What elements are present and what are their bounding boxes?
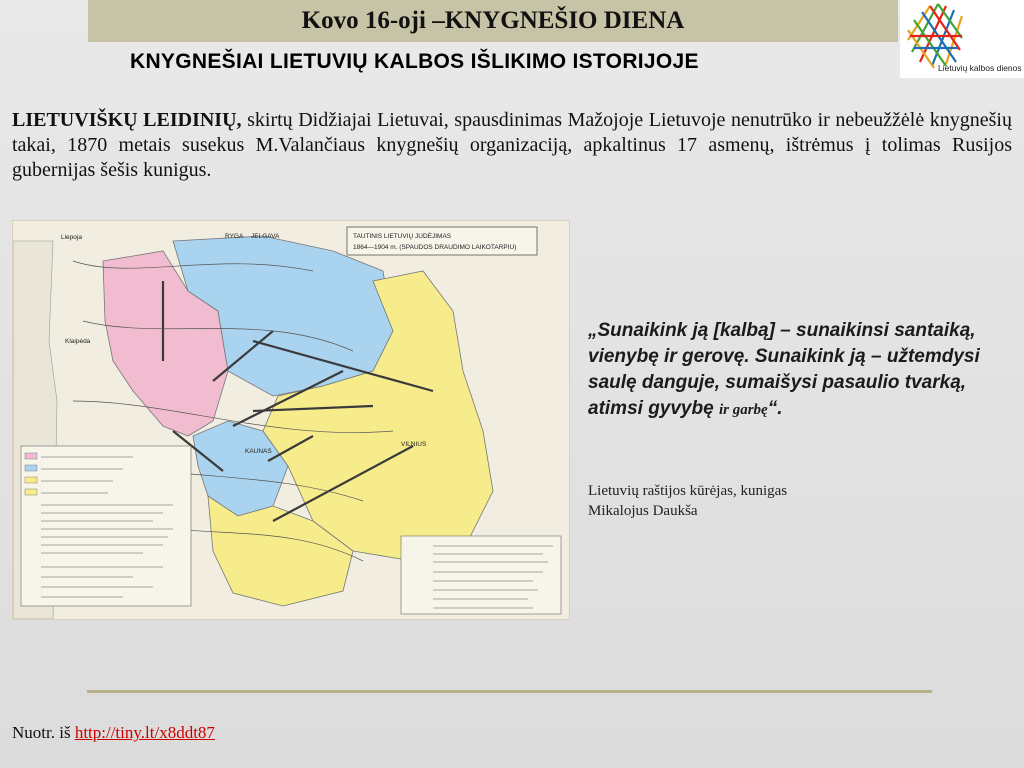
attribution-line-1: Lietuvių raštijos kūrėjas, kunigas xyxy=(588,483,788,499)
map-city-label: Liepoja xyxy=(61,234,82,241)
divider xyxy=(87,690,932,693)
quote-end: “. xyxy=(767,398,783,419)
source-link[interactable]: http://tiny.lt/x8ddt87 xyxy=(74,723,215,742)
map-city-label: JELGAVA xyxy=(251,233,280,240)
quote-attribution xyxy=(588,481,988,521)
map-city-label: KAUNAS xyxy=(245,448,272,455)
historical-map xyxy=(12,220,570,620)
map-city-label: RYGA xyxy=(225,233,244,240)
map-title-line1: TAUTINIS LIETUVIŲ JUDĖJIMAS xyxy=(353,233,452,240)
map-city-label: Klaipėda xyxy=(65,338,91,345)
quote-small-text: ir garbę xyxy=(718,402,768,418)
map-legend-right xyxy=(401,536,561,614)
intro-paragraph xyxy=(12,108,1012,183)
map-title-line2: 1864—1904 m. (SPAUDOS DRAUDIMO LAIKOTARPIU) xyxy=(353,244,517,251)
quote-text: „Sunaikink ją [kalbą] – sunaikinsi santaiką, vienybę ir gerovę. Sunaikink ją – užtemdysi saulę danguje, sumaišysi pasaulio tvarką, atimsi gyvybę xyxy=(588,320,980,419)
attribution-line-2: Mikalojus Daukša xyxy=(588,503,698,519)
quote-block xyxy=(588,318,1008,423)
photo-source xyxy=(12,723,215,743)
map-legend xyxy=(21,446,191,606)
source-label: Nuotr. iš xyxy=(12,723,75,742)
slide-subtitle: KNYGNEŠIAI LIETUVIŲ KALBOS IŠLIKIMO ISTORIJOJE xyxy=(130,50,699,73)
intro-bold: LIETUVIŠKŲ LEIDINIŲ, xyxy=(12,109,242,131)
slide-title: Kovo 16-oji –KNYGNEŠIO DIENA xyxy=(88,0,898,42)
map-city-label: VILNIUS xyxy=(401,441,427,448)
logo-caption: Lietuvių kalbos dienos xyxy=(938,63,1022,73)
intro-text: skirtų Didžiajai Lietuvai, spausdinimas Mažojoje Lietuvoje nenutrūko ir nebeužžėlė knygnešių takai, 1870 metais susekus M.Valančiaus knygnešių organizaciją, apkaltinus 17 asmenų, ištrėmus į tolimas Rusijos gubernijas šešis kunigus. xyxy=(12,109,1012,181)
